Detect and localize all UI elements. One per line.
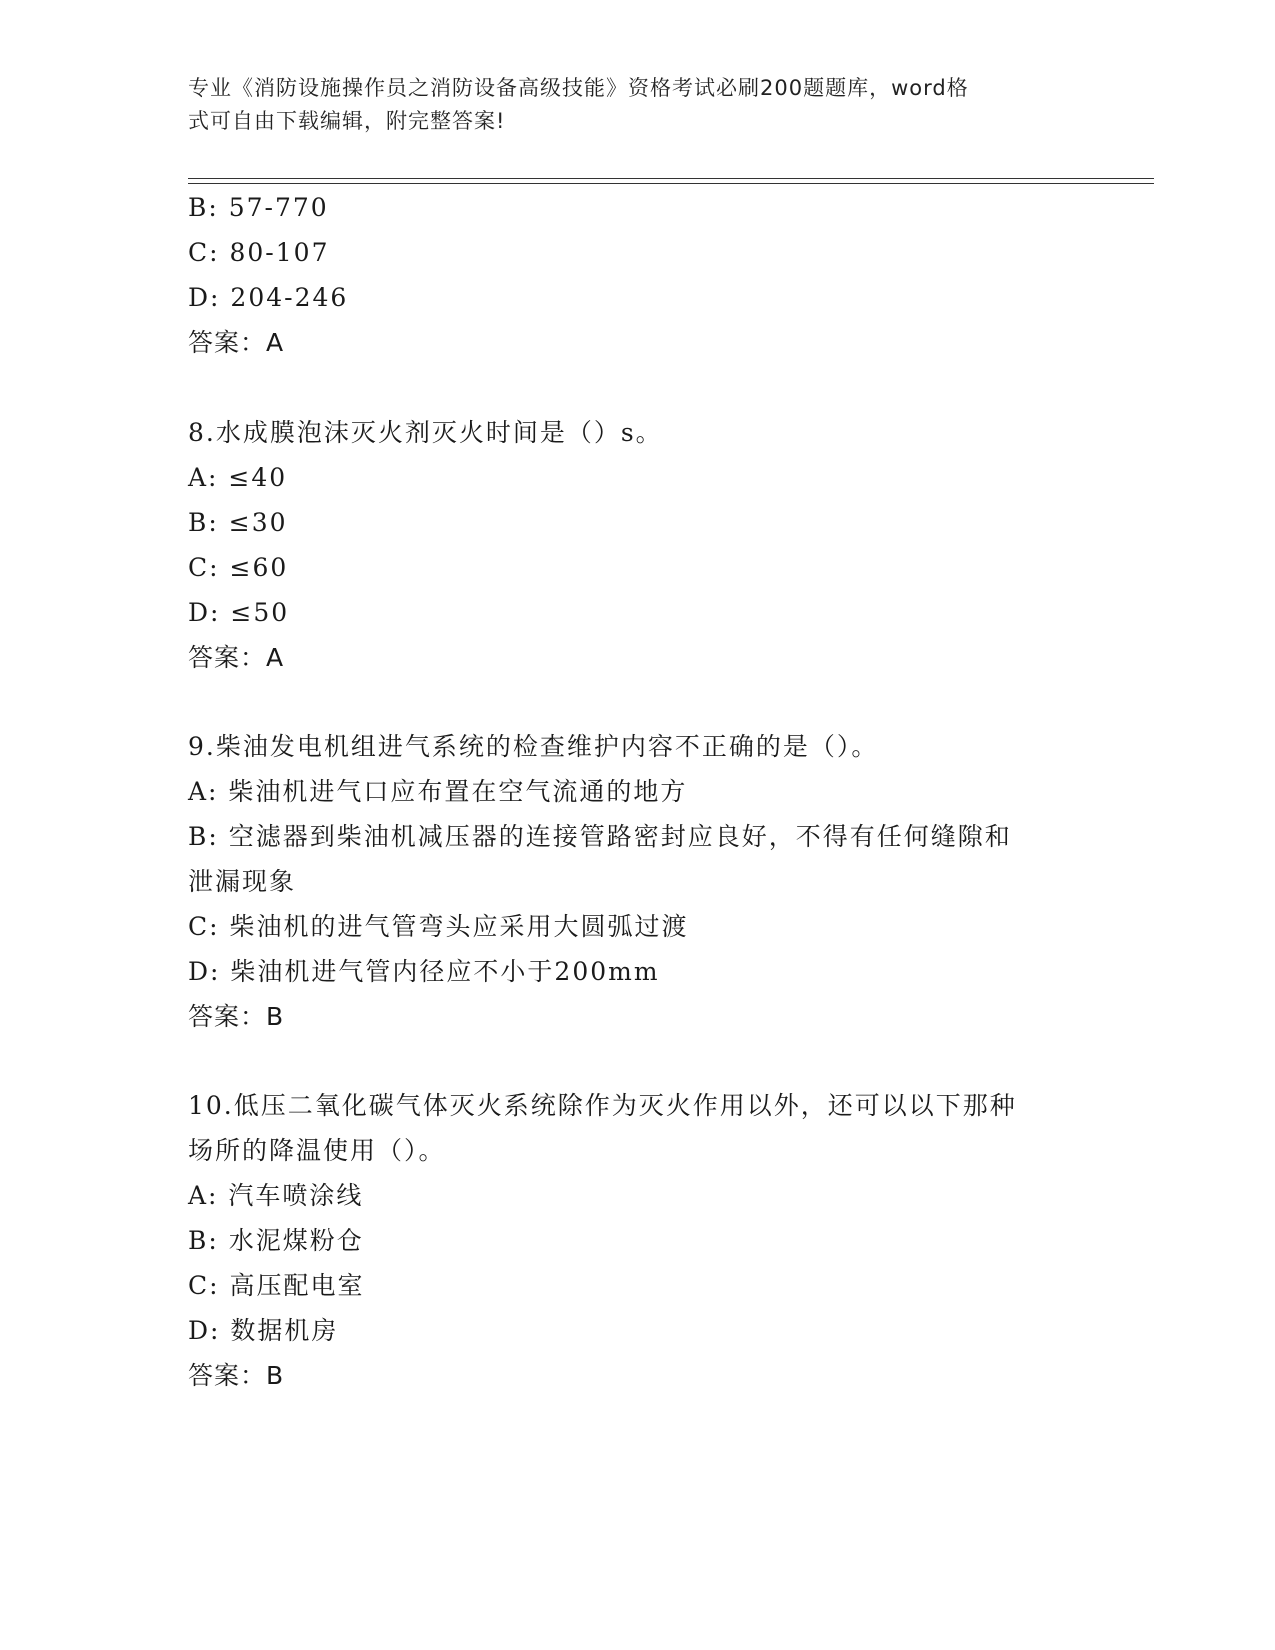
q8-option-c: C: ≤60 xyxy=(188,553,289,582)
header-divider-top xyxy=(188,178,1154,179)
q9-answer: 答案：B xyxy=(188,1002,285,1031)
page-header xyxy=(188,72,1068,138)
q8-option-b: B: ≤30 xyxy=(188,508,288,537)
q9-option-a: A: 柴油机进气口应布置在空气流通的地方 xyxy=(188,777,688,806)
q10-option-b: B: 水泥煤粉仓 xyxy=(188,1226,364,1255)
header-line-2: 式可自由下载编辑，附完整答案! xyxy=(188,109,506,133)
q10-stem-line-2: 场所的降温使用（）。 xyxy=(188,1136,446,1165)
q9-option-d: D: 柴油机进气管内径应不小于200mm xyxy=(188,957,660,986)
q8-answer: 答案：A xyxy=(188,643,285,672)
q9-option-b: B: 空滤器到柴油机减压器的连接管路密封应良好，不得有任何缝隙和 xyxy=(188,822,1012,851)
q9-option-b-continued: 泄漏现象 xyxy=(188,867,297,896)
prev-answer: 答案：A xyxy=(188,328,285,357)
q10-stem-line-1: 10.低压二氧化碳气体灭火系统除作为灭火作用以外，还可以以下那种 xyxy=(188,1091,1017,1120)
q10-option-a: A: 汽车喷涂线 xyxy=(188,1181,364,1210)
prev-option-c: C: 80-107 xyxy=(188,238,330,267)
prev-option-b: B: 57-770 xyxy=(188,193,329,222)
q10-answer: 答案：B xyxy=(188,1361,285,1390)
prev-option-d: D: 204-246 xyxy=(188,283,349,312)
q9-option-c: C: 柴油机的进气管弯头应采用大圆弧过渡 xyxy=(188,912,689,941)
q8-stem: 8.水成膜泡沫灭火剂灭火时间是（）s。 xyxy=(188,418,663,447)
q10-option-c: C: 高压配电室 xyxy=(188,1271,365,1300)
header-line-1: 专业《消防设施操作员之消防设备高级技能》资格考试必刷200题题库，word格 xyxy=(188,76,969,100)
header-divider-bottom xyxy=(188,183,1154,184)
q8-option-d: D: ≤50 xyxy=(188,598,290,627)
q9-stem: 9.柴油发电机组进气系统的检查维护内容不正确的是（）。 xyxy=(188,732,879,761)
q8-option-a: A: ≤40 xyxy=(188,463,288,492)
q10-option-d: D: 数据机房 xyxy=(188,1316,339,1345)
